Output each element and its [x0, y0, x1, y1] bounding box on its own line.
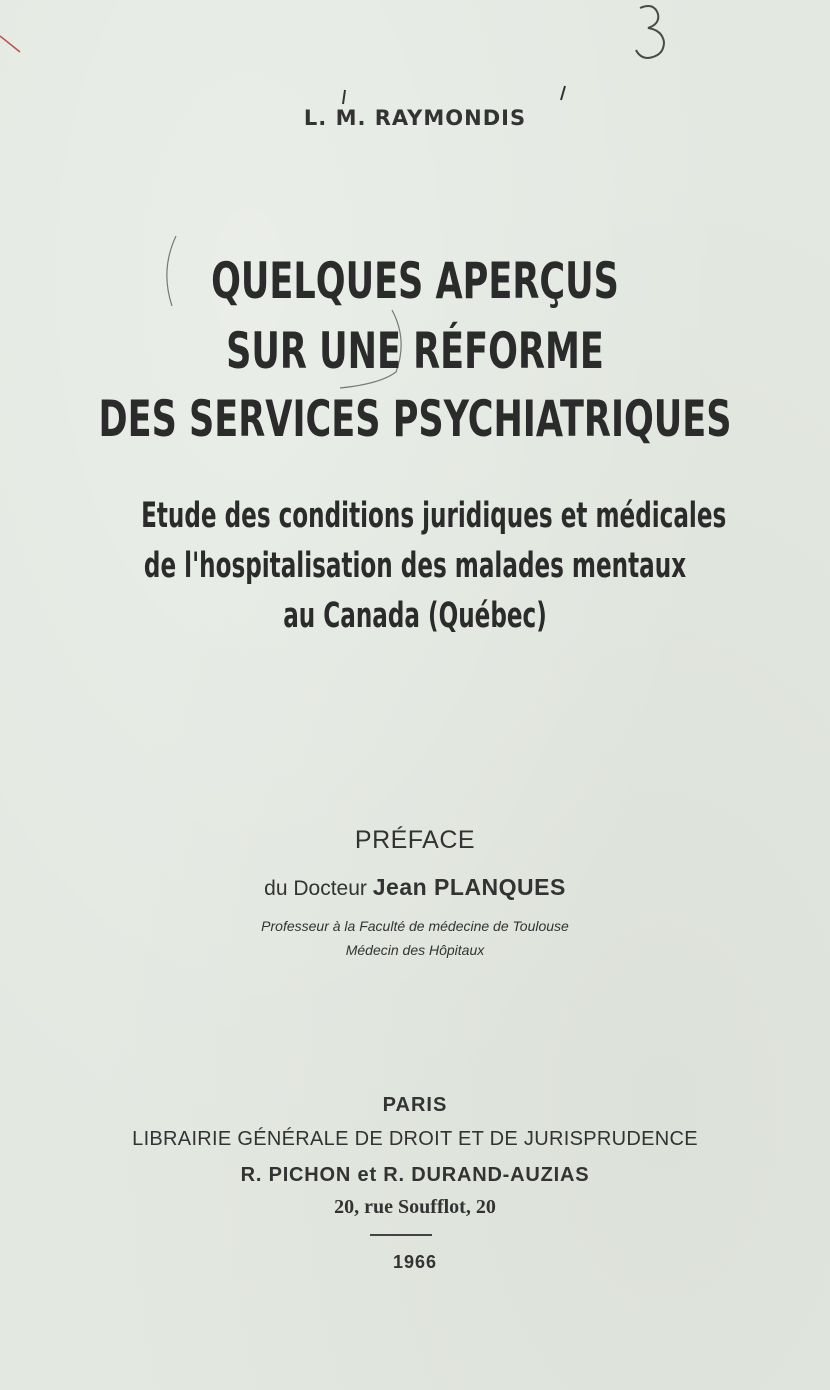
- handwritten-number-three: [636, 6, 664, 58]
- preface-author: [0, 874, 830, 901]
- preface-doctor-name: Jean PLANQUES: [372, 874, 566, 900]
- publisher-city: PARIS: [382, 1094, 448, 1116]
- divider-rule: [370, 1234, 432, 1236]
- publisher-owners: [0, 1164, 830, 1187]
- preface-intro: du Docteur: [264, 877, 367, 900]
- preface-credential-2: Médecin des Hôpitaux: [345, 942, 485, 958]
- preface-label: PRÉFACE: [354, 826, 476, 854]
- subtitle-line-2: de l'hospitalisation des malades mentaux: [143, 546, 687, 586]
- publisher-name: LIBRAIRIE GÉNÉRALE DE DROIT ET DE JURISPRUDENCE: [132, 1128, 698, 1150]
- preface-credential-1: Professeur à la Faculté de médecine de Toulouse: [261, 918, 569, 934]
- title-line-2: SUR UNE RÉFORME: [226, 322, 604, 380]
- publisher-address: 20, rue Soufflot, 20: [334, 1196, 496, 1218]
- publication-year: 1966: [392, 1252, 438, 1272]
- pencil-tick-2: [561, 86, 565, 100]
- title-line-3: DES SERVICES PSYCHIATRIQUES: [98, 390, 732, 448]
- pencil-tick-1: [343, 90, 345, 104]
- subtitle-line-1: Etude des conditions juridiques et médicales: [141, 496, 727, 536]
- red-tick-mark: [0, 36, 20, 52]
- subtitle-line-3: au Canada (Québec): [283, 596, 547, 636]
- title-line-1: QUELQUES APERÇUS: [211, 252, 619, 310]
- publisher-owners-and: et: [357, 1164, 377, 1186]
- publisher-owner-2: R. DURAND-AUZIAS: [383, 1164, 590, 1186]
- author-name: L. M. RAYMONDIS: [303, 106, 527, 130]
- publisher-owner-1: R. PICHON: [240, 1164, 352, 1186]
